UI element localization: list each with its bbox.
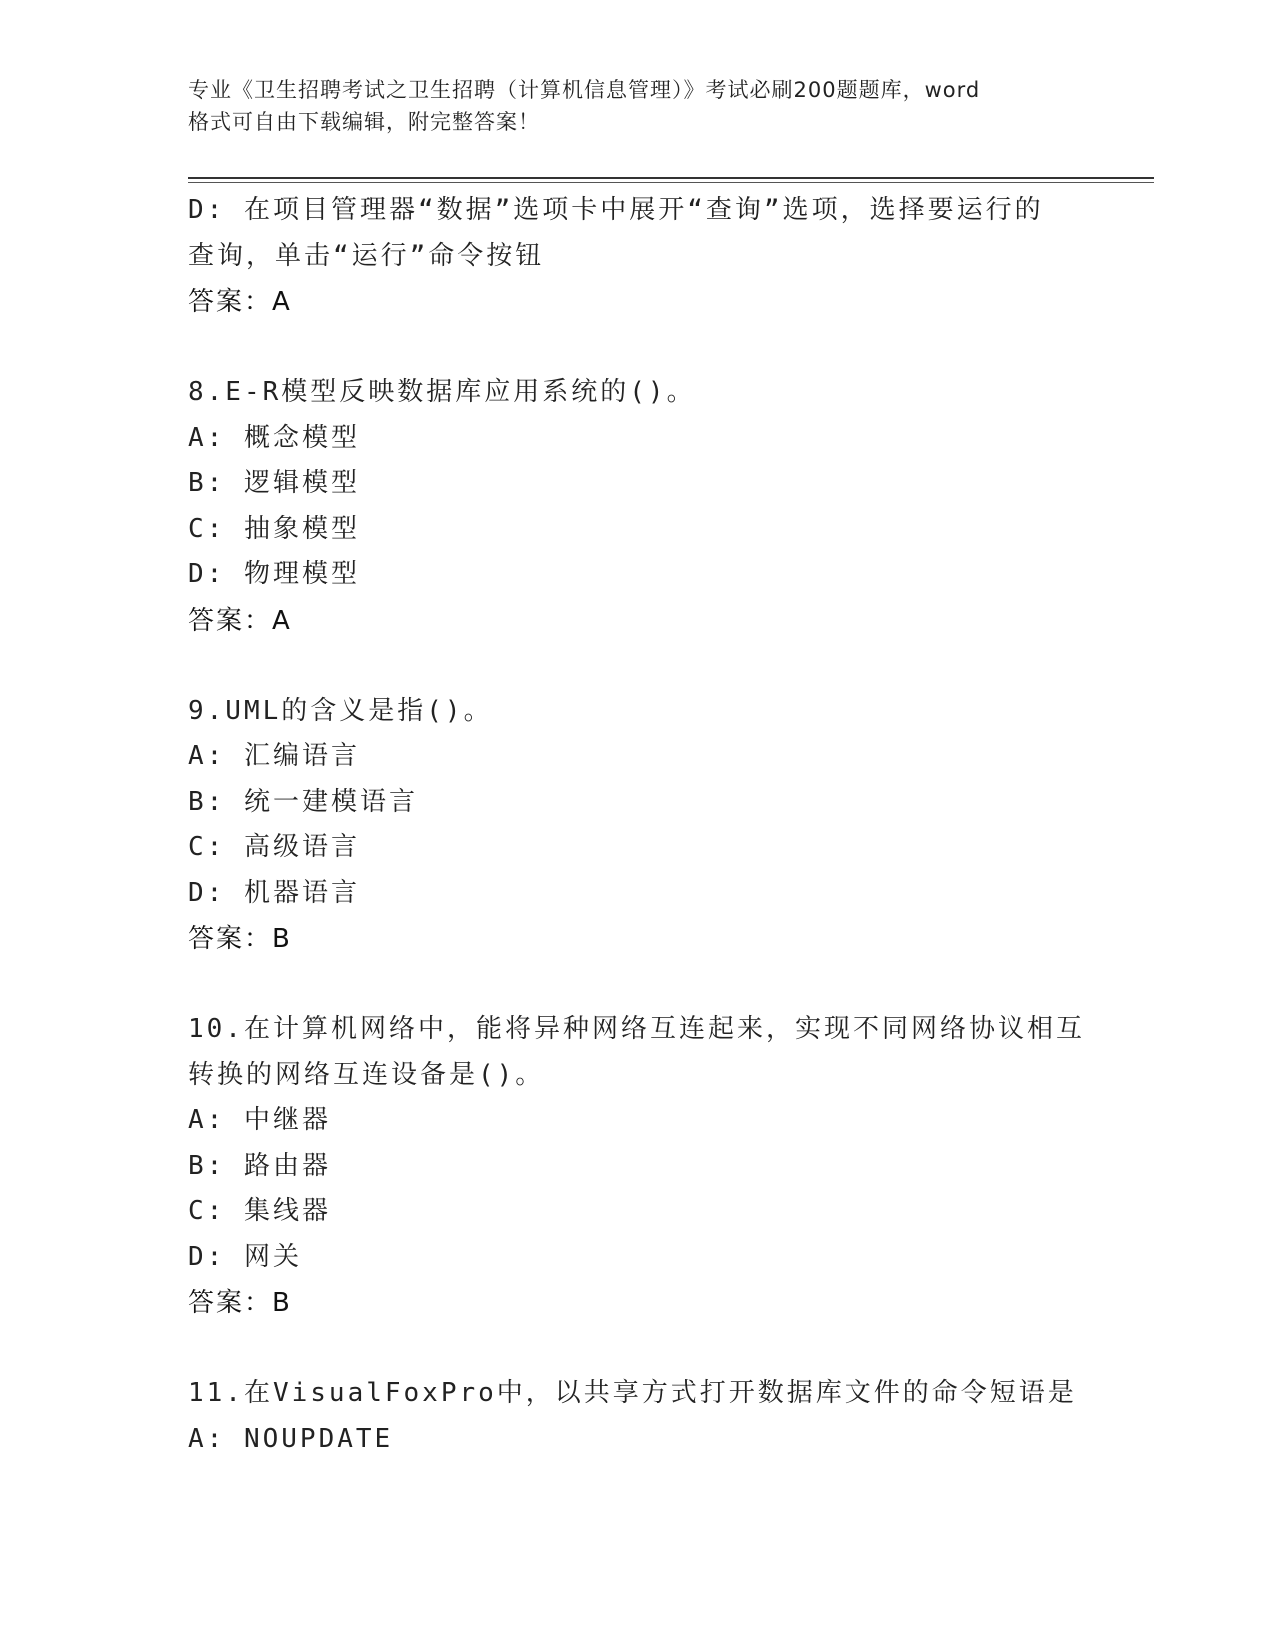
option-c: C: 抽象模型 [188, 513, 360, 544]
question-text: 11.在VisualFoxPro中，以共享方式打开数据库文件的命令短语是 [188, 1378, 1077, 1408]
question-11 [188, 1371, 1088, 1462]
answer: 答案：A [188, 605, 292, 636]
option-a: A: 中继器 [188, 1105, 331, 1135]
option-b: B: 路由器 [188, 1150, 331, 1181]
header-line-2: 格式可自由下载编辑，附完整答案！ [188, 110, 540, 134]
option-d: D: 机器语言 [188, 877, 360, 908]
spacer [188, 1326, 1088, 1371]
spacer [188, 644, 1088, 689]
answer: 答案：A [188, 287, 292, 317]
option-d-line-1: D: 在项目管理器“数据”选项卡中展开“查询”选项，选择要运行的 [188, 195, 1044, 225]
question-text: 9.UML的含义是指()。 [188, 695, 493, 726]
spacer [188, 962, 1088, 1007]
document-header [188, 74, 1088, 138]
document-body [188, 188, 1088, 1462]
question-text-line-1: 10.在计算机网络中，能将异种网络互连起来，实现不同网络协议相互 [188, 1014, 1085, 1044]
question-9 [188, 689, 1088, 963]
question-7-tail [188, 188, 1088, 325]
question-10 [188, 1007, 1088, 1326]
option-a: A: NOUPDATE [188, 1423, 394, 1454]
option-c: C: 集线器 [188, 1196, 331, 1226]
answer: 答案：B [188, 924, 292, 954]
option-a: A: 概念模型 [188, 422, 360, 453]
header-rule-thin [188, 182, 1154, 183]
option-d: D: 物理模型 [188, 559, 360, 589]
option-c: C: 高级语言 [188, 832, 360, 862]
header-rule-thick [188, 177, 1154, 179]
question-text-line-2: 转换的网络互连设备是()。 [188, 1059, 545, 1090]
spacer [188, 325, 1088, 370]
header-line-1: 专业《卫生招聘考试之卫生招聘（计算机信息管理）》考试必刷200题题库，word [188, 78, 981, 102]
answer: 答案：B [188, 1288, 292, 1318]
question-text: 8.E-R模型反映数据库应用系统的()。 [188, 377, 696, 407]
question-8 [188, 370, 1088, 644]
option-b: B: 统一建模语言 [188, 786, 418, 817]
option-b: B: 逻辑模型 [188, 468, 360, 498]
option-d: D: 网关 [188, 1241, 302, 1272]
option-a: A: 汇编语言 [188, 741, 360, 771]
option-d-line-2: 查询，单击“运行”命令按钮 [188, 240, 545, 271]
